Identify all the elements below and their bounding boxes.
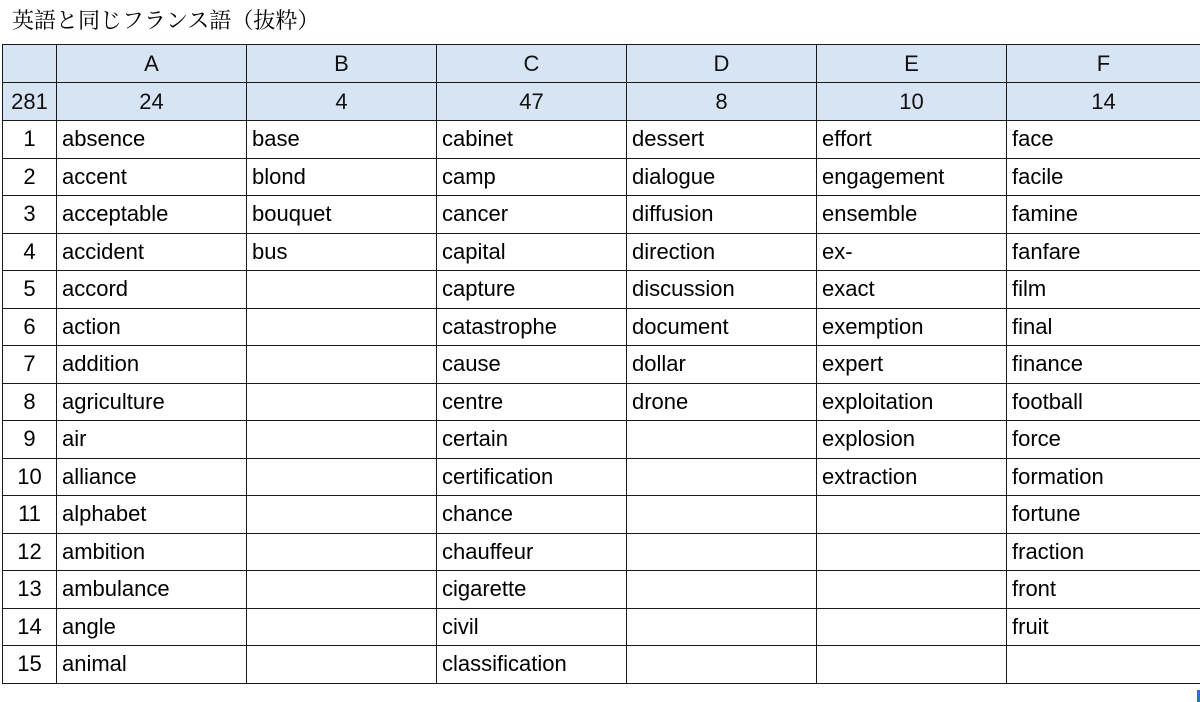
column-header-f[interactable]: F — [1007, 45, 1200, 83]
word-cell[interactable]: diffusion — [627, 196, 817, 234]
word-cell[interactable]: extraction — [817, 458, 1007, 496]
word-cell[interactable] — [247, 346, 437, 384]
column-header-c[interactable]: C — [437, 45, 627, 83]
word-cell[interactable]: chance — [437, 496, 627, 534]
column-header-e[interactable]: E — [817, 45, 1007, 83]
word-cell[interactable]: discussion — [627, 271, 817, 309]
row-number-cell[interactable]: 5 — [3, 271, 57, 309]
count-cell-c[interactable]: 47 — [437, 83, 627, 121]
word-cell[interactable]: ensemble — [817, 196, 1007, 234]
table-row — [3, 533, 1200, 571]
word-cell[interactable]: famine — [1007, 196, 1200, 234]
word-cell[interactable]: bus — [247, 233, 437, 271]
word-cell[interactable]: document — [627, 308, 817, 346]
count-cell-a[interactable]: 24 — [57, 83, 247, 121]
word-cell[interactable]: fanfare — [1007, 233, 1200, 271]
row-number-cell[interactable]: 9 — [3, 421, 57, 459]
word-cell[interactable]: finance — [1007, 346, 1200, 384]
word-cell[interactable] — [817, 533, 1007, 571]
word-cell[interactable]: catastrophe — [437, 308, 627, 346]
table-row — [3, 196, 1200, 234]
word-cell[interactable]: fraction — [1007, 533, 1200, 571]
table-row — [3, 308, 1200, 346]
column-header-a[interactable]: A — [57, 45, 247, 83]
word-cell[interactable] — [817, 608, 1007, 646]
word-cell[interactable]: camp — [437, 158, 627, 196]
word-cell[interactable] — [247, 421, 437, 459]
word-cell[interactable]: classification — [437, 646, 627, 684]
word-cell[interactable]: certification — [437, 458, 627, 496]
word-cell[interactable]: angle — [57, 608, 247, 646]
word-cell[interactable] — [817, 646, 1007, 684]
word-cell[interactable]: exploitation — [817, 383, 1007, 421]
word-cell[interactable] — [247, 571, 437, 609]
word-cell[interactable] — [247, 458, 437, 496]
word-cell[interactable]: accent — [57, 158, 247, 196]
row-number-cell[interactable]: 2 — [3, 158, 57, 196]
count-cell-f[interactable]: 14 — [1007, 83, 1200, 121]
table-row — [3, 383, 1200, 421]
word-cell[interactable]: film — [1007, 271, 1200, 309]
word-cell[interactable] — [627, 646, 817, 684]
word-cell[interactable]: animal — [57, 646, 247, 684]
word-cell[interactable]: ambition — [57, 533, 247, 571]
word-cell[interactable] — [247, 383, 437, 421]
word-cell[interactable]: absence — [57, 121, 247, 159]
word-cell[interactable]: civil — [437, 608, 627, 646]
table-row — [3, 233, 1200, 271]
word-cell[interactable]: agriculture — [57, 383, 247, 421]
count-row — [3, 83, 1200, 121]
word-cell[interactable] — [627, 496, 817, 534]
word-cell[interactable]: accord — [57, 271, 247, 309]
word-cell[interactable]: addition — [57, 346, 247, 384]
word-cell[interactable] — [247, 608, 437, 646]
word-cell[interactable]: exemption — [817, 308, 1007, 346]
word-cell[interactable]: cabinet — [437, 121, 627, 159]
table-row — [3, 571, 1200, 609]
count-cell-d[interactable]: 8 — [627, 83, 817, 121]
word-cell[interactable]: drone — [627, 383, 817, 421]
word-cell[interactable]: dialogue — [627, 158, 817, 196]
word-cell[interactable]: final — [1007, 308, 1200, 346]
word-cell[interactable] — [247, 308, 437, 346]
column-header-row — [3, 45, 1200, 83]
word-cell[interactable]: certain — [437, 421, 627, 459]
word-cell[interactable]: force — [1007, 421, 1200, 459]
table-row — [3, 496, 1200, 534]
word-cell[interactable]: engagement — [817, 158, 1007, 196]
table-row — [3, 608, 1200, 646]
table-row — [3, 121, 1200, 159]
word-cell[interactable]: centre — [437, 383, 627, 421]
word-cell[interactable]: facile — [1007, 158, 1200, 196]
word-cell[interactable]: blond — [247, 158, 437, 196]
word-cell[interactable]: bouquet — [247, 196, 437, 234]
word-cell[interactable]: ambulance — [57, 571, 247, 609]
row-number-cell[interactable]: 14 — [3, 608, 57, 646]
word-cell[interactable] — [1007, 646, 1200, 684]
word-cell[interactable] — [627, 458, 817, 496]
word-cell[interactable]: acceptable — [57, 196, 247, 234]
word-cell[interactable]: fortune — [1007, 496, 1200, 534]
table-row — [3, 346, 1200, 384]
total-count-cell[interactable]: 281 — [3, 83, 57, 121]
word-cell[interactable]: ex- — [817, 233, 1007, 271]
row-number-cell[interactable]: 3 — [3, 196, 57, 234]
row-number-cell[interactable]: 7 — [3, 346, 57, 384]
word-cell[interactable]: capital — [437, 233, 627, 271]
word-cell[interactable]: cigarette — [437, 571, 627, 609]
word-cell[interactable]: formation — [1007, 458, 1200, 496]
word-cell[interactable] — [247, 271, 437, 309]
row-number-cell[interactable]: 1 — [3, 121, 57, 159]
word-cell[interactable] — [817, 571, 1007, 609]
word-cell[interactable] — [247, 533, 437, 571]
table-body — [3, 121, 1200, 684]
word-cell[interactable]: dessert — [627, 121, 817, 159]
word-cell[interactable]: base — [247, 121, 437, 159]
word-cell[interactable]: alphabet — [57, 496, 247, 534]
row-number-cell[interactable]: 13 — [3, 571, 57, 609]
word-cell[interactable]: fruit — [1007, 608, 1200, 646]
word-cell[interactable] — [627, 421, 817, 459]
count-cell-e[interactable]: 10 — [817, 83, 1007, 121]
row-number-cell[interactable]: 12 — [3, 533, 57, 571]
table-row — [3, 158, 1200, 196]
word-cell[interactable] — [817, 496, 1007, 534]
word-cell[interactable]: action — [57, 308, 247, 346]
row-number-cell[interactable]: 15 — [3, 646, 57, 684]
vocabulary-table — [2, 44, 1200, 684]
viewport-cutoff — [0, 696, 1200, 702]
word-cell[interactable]: explosion — [817, 421, 1007, 459]
column-header-b[interactable]: B — [247, 45, 437, 83]
table-row — [3, 646, 1200, 684]
row-number-cell[interactable]: 8 — [3, 383, 57, 421]
word-cell[interactable] — [627, 571, 817, 609]
word-cell[interactable]: football — [1007, 383, 1200, 421]
word-cell[interactable]: cause — [437, 346, 627, 384]
word-cell[interactable] — [627, 533, 817, 571]
column-header-d[interactable]: D — [627, 45, 817, 83]
row-number-cell[interactable]: 11 — [3, 496, 57, 534]
word-cell[interactable]: cancer — [437, 196, 627, 234]
word-cell[interactable]: face — [1007, 121, 1200, 159]
table-row — [3, 458, 1200, 496]
word-cell[interactable]: chauffeur — [437, 533, 627, 571]
word-cell[interactable]: front — [1007, 571, 1200, 609]
row-number-cell[interactable]: 10 — [3, 458, 57, 496]
word-cell[interactable] — [247, 496, 437, 534]
word-cell[interactable]: dollar — [627, 346, 817, 384]
row-number-cell[interactable]: 6 — [3, 308, 57, 346]
word-cell[interactable]: effort — [817, 121, 1007, 159]
word-cell[interactable]: direction — [627, 233, 817, 271]
word-cell[interactable]: accident — [57, 233, 247, 271]
count-cell-b[interactable]: 4 — [247, 83, 437, 121]
word-cell[interactable] — [627, 608, 817, 646]
table-row — [3, 421, 1200, 459]
sheet-title: 英語と同じフランス語（抜粋） — [12, 9, 320, 34]
table-row — [3, 271, 1200, 309]
corner-cell[interactable] — [3, 45, 57, 83]
word-cell[interactable]: capture — [437, 271, 627, 309]
word-cell[interactable]: air — [57, 421, 247, 459]
word-cell[interactable]: exact — [817, 271, 1007, 309]
word-cell[interactable]: expert — [817, 346, 1007, 384]
word-cell[interactable] — [247, 646, 437, 684]
row-number-cell[interactable]: 4 — [3, 233, 57, 271]
word-cell[interactable]: alliance — [57, 458, 247, 496]
